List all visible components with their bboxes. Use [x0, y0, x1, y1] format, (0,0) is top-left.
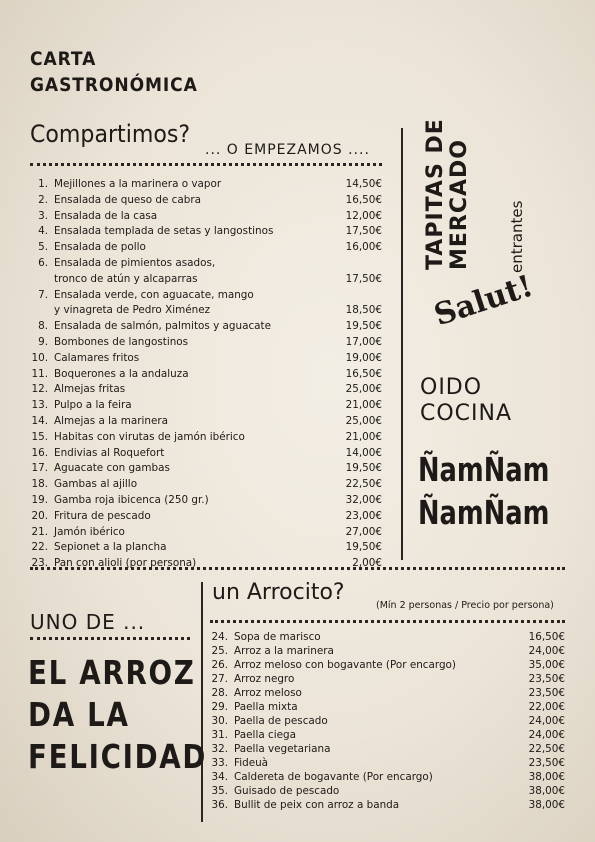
menu-item-price: 32,00€	[345, 493, 382, 506]
menu-item-name: Arroz a la marinera	[234, 645, 334, 657]
menu-item-name: Mejillones a la marinera o vapor	[54, 178, 222, 190]
menu-item-price: 14,50€	[345, 178, 382, 190]
menu-item-name: Fideuà	[234, 757, 269, 769]
menu-item-number: 35.	[211, 785, 228, 797]
compartimos-title: Compartimos?	[30, 120, 191, 148]
oido-line-2: COCINA	[420, 401, 513, 426]
dotted-divider-left	[30, 637, 190, 640]
menu-item-price: 14,00€	[345, 446, 382, 459]
menu-item-number: 12.	[31, 383, 48, 396]
menu-item-number: 11.	[31, 367, 48, 380]
menu-item-price: 24,00€	[528, 645, 565, 657]
menu-item-number: 26.	[211, 659, 228, 671]
menu-item	[30, 335, 382, 351]
menu-item-name: Pulpo a la feira	[54, 399, 132, 412]
menu-item	[30, 351, 382, 367]
menu-item-name: Ensalada verde, con aguacate, mango y vinagreta de Pedro Ximénez	[54, 288, 254, 317]
menu-header	[30, 46, 198, 98]
menu-item-number: 8.	[38, 320, 48, 333]
menu-item-name: Ensalada de la casa	[54, 209, 158, 222]
menu-item-number: 5.	[38, 241, 48, 254]
menu-item-price: 22,50€	[528, 743, 565, 755]
empezamos-subtitle: ... O EMPEZAMOS ....	[205, 142, 370, 158]
menu-item	[30, 493, 382, 509]
menu-item	[30, 509, 382, 525]
menu-item-number: 31.	[211, 729, 228, 741]
menu-item-number: 20.	[31, 509, 48, 522]
dotted-divider-top	[30, 163, 382, 166]
menu-item-price: 19,50€	[345, 320, 382, 333]
menu-item-price: 24,00€	[528, 729, 565, 741]
menu-item-number: 28.	[211, 687, 228, 699]
menu-item-number: 18.	[31, 478, 48, 491]
menu-item	[30, 256, 382, 288]
menu-item-price: 23,50€	[528, 687, 565, 699]
oido-cocina	[420, 375, 512, 427]
menu-item-price: 25,00€	[345, 414, 382, 427]
menu-item-number: 27.	[211, 673, 228, 685]
menu-item-name: Boquerones a la andaluza	[54, 367, 189, 380]
menu-item-price: 23,00€	[345, 509, 382, 522]
tapitas-line-2: MERCADO	[447, 139, 472, 270]
oido-line-1: OIDO	[420, 375, 483, 400]
menu-item-price: 38,00€	[528, 785, 565, 797]
menu-item-price: 2,00€	[352, 557, 382, 570]
arroz-felicidad-text	[28, 652, 207, 778]
menu-item-number: 17.	[31, 462, 48, 475]
tapitas-heading	[423, 118, 472, 270]
menu-item-number: 15.	[31, 430, 48, 443]
menu-item-price: 16,50€	[345, 367, 382, 380]
menu-item-number: 30.	[211, 715, 228, 727]
menu-item-name: Arroz meloso	[234, 687, 302, 699]
menu-item-name: Arroz meloso con bogavante (Por encargo)	[234, 659, 456, 671]
menu-item	[30, 430, 382, 446]
menu-item	[210, 798, 565, 812]
menu-item-number: 21.	[31, 525, 48, 538]
menu-item-number: 29.	[211, 701, 228, 713]
menu-item-number: 3.	[38, 209, 48, 222]
menu-item-name: Ensalada de queso de cabra	[54, 193, 201, 206]
menu-item	[30, 461, 382, 477]
menu-item-name: Caldereta de bogavante (Por encargo)	[234, 771, 433, 783]
menu-item-name: Habitas con virutas de jamón ibérico	[54, 430, 245, 443]
menu-item-number: 33.	[211, 757, 228, 769]
header-line-2: GASTRONÓMICA	[30, 74, 198, 96]
menu-item-number: 7.	[38, 288, 48, 301]
menu-item-name: Pan con alioli (por persona)	[54, 557, 197, 570]
menu-item	[210, 672, 565, 686]
menu-item	[30, 414, 382, 430]
entrantes-label: entrantes	[508, 200, 526, 273]
menu-item-price: 16,50€	[528, 631, 565, 643]
menu-item-name: Paella de pescado	[234, 715, 328, 727]
menu-item-price: 23,50€	[528, 673, 565, 685]
menu-item-name: Aguacate con gambas	[54, 462, 170, 475]
menu-item-number: 2.	[38, 193, 48, 206]
menu-item-price: 38,00€	[528, 799, 565, 811]
menu-item-number: 13.	[31, 399, 48, 412]
menu-item-number: 1.	[38, 178, 48, 190]
menu-item	[210, 728, 565, 742]
dotted-divider-rice	[210, 620, 565, 623]
menu-item-price: 16,00€	[345, 241, 382, 254]
menu-item-name: Arroz negro	[234, 673, 295, 685]
menu-item-name: Jamón ibérico	[54, 525, 125, 538]
menu-item	[30, 193, 382, 209]
arrocito-note: (Mín 2 personas / Precio por persona)	[376, 600, 554, 611]
menu-item-name: Calamares fritos	[54, 351, 140, 364]
menu-item-name: Guisado de pescado	[234, 785, 340, 797]
menu-item-name: Gambas al ajillo	[54, 478, 138, 491]
menu-item-name: Sopa de marisco	[234, 631, 321, 643]
menu-item-number: 4.	[38, 225, 48, 238]
tapitas-line-1: TAPITAS DE	[423, 118, 448, 270]
menu-item-number: 23.	[31, 557, 48, 570]
menu-item-price: 17,50€	[345, 225, 382, 238]
menu-item	[210, 742, 565, 756]
menu-item	[30, 209, 382, 225]
menu-item	[30, 540, 382, 556]
menu-item-name: Ensalada de salmón, palmitos y aguacate	[54, 320, 272, 333]
menu-item-number: 6.	[38, 256, 48, 269]
menu-item	[210, 714, 565, 728]
menu-item-price: 25,00€	[345, 383, 382, 396]
menu-item-price: 18,50€	[345, 304, 382, 317]
header-line-1: CARTA	[30, 48, 97, 70]
nam-nam-text	[418, 448, 549, 534]
menu-item	[30, 525, 382, 541]
menu-item-name: Ensalada de pollo	[54, 241, 146, 254]
menu-item-number: 14.	[31, 414, 48, 427]
arrocito-title: un Arrocito?	[212, 580, 345, 605]
salut-text: Salut!	[430, 268, 538, 334]
menu-item	[30, 319, 382, 335]
menu-item-number: 16.	[31, 446, 48, 459]
menu-item-name: Paella vegetariana	[234, 743, 331, 755]
menu-item-price: 19,50€	[345, 462, 382, 475]
menu-item-number: 24.	[211, 631, 228, 643]
menu-item-number: 9.	[38, 335, 48, 348]
menu-item-price: 16,50€	[345, 193, 382, 206]
menu-item-name: Sepionet a la plancha	[54, 541, 167, 554]
rice-list	[210, 630, 565, 812]
menu-item-price: 35,00€	[528, 659, 565, 671]
menu-item	[30, 446, 382, 462]
menu-item	[30, 224, 382, 240]
menu-item-name: Paella mixta	[234, 701, 298, 713]
menu-item-price: 21,00€	[345, 399, 382, 412]
entrantes-label-wrap	[508, 185, 528, 275]
uno-de-text: UNO DE ...	[30, 610, 146, 634]
menu-item	[30, 288, 382, 320]
menu-item	[30, 367, 382, 383]
menu-item	[30, 477, 382, 493]
menu-item-price: 17,50€	[345, 272, 382, 285]
menu-item-price: 23,50€	[528, 757, 565, 769]
arroz-line-2: DA LA	[28, 695, 130, 734]
menu-item-name: Fritura de pescado	[54, 509, 151, 522]
menu-item	[210, 770, 565, 784]
menu-item-price: 19,00€	[345, 351, 382, 364]
menu-item-name: Bullit de peix con arroz a banda	[234, 799, 400, 811]
menu-item	[210, 756, 565, 770]
menu-item	[30, 240, 382, 256]
menu-item-price: 21,00€	[345, 430, 382, 443]
nam-line-1: ÑamÑam	[418, 450, 550, 489]
menu-item-price: 27,00€	[345, 525, 382, 538]
menu-item-price: 19,50€	[345, 541, 382, 554]
menu-item-price: 38,00€	[528, 771, 565, 783]
menu-item-name: Ensalada templada de setas y langostinos	[54, 225, 274, 238]
menu-item-name: Bombones de langostinos	[54, 335, 189, 348]
arroz-line-1: EL ARROZ	[28, 653, 196, 692]
menu-item-name: Almejas a la marinera	[54, 414, 168, 427]
menu-item-price: 22,00€	[528, 701, 565, 713]
dotted-divider-middle	[30, 567, 565, 570]
menu-item	[210, 644, 565, 658]
menu-item-number: 19.	[31, 493, 48, 506]
menu-item-name: Almejas fritas	[54, 383, 126, 396]
starters-list	[30, 177, 382, 572]
menu-item	[30, 382, 382, 398]
menu-item-name: Endivias al Roquefort	[54, 446, 165, 459]
menu-item-price: 17,00€	[345, 335, 382, 348]
menu-item-number: 25.	[211, 645, 228, 657]
menu-item	[210, 784, 565, 798]
menu-item-number: 32.	[211, 743, 228, 755]
menu-item-name: Paella ciega	[234, 729, 296, 741]
arroz-line-3: FELICIDAD	[28, 737, 208, 776]
menu-item-number: 22.	[31, 541, 48, 554]
menu-item-number: 36.	[211, 799, 228, 811]
menu-item	[30, 177, 382, 193]
menu-item	[30, 398, 382, 414]
menu-item-price: 12,00€	[345, 209, 382, 222]
menu-item	[210, 658, 565, 672]
menu-item-price: 22,50€	[345, 478, 382, 491]
vertical-divider-right	[401, 128, 403, 560]
menu-item-price: 24,00€	[528, 715, 565, 727]
menu-item	[210, 686, 565, 700]
menu-item	[210, 700, 565, 714]
menu-item-name: Gamba roja ibicenca (250 gr.)	[54, 493, 209, 506]
menu-item-name: Ensalada de pimientos asados, tronco de atún y alcaparras	[54, 256, 216, 285]
menu-item-number: 10.	[31, 351, 48, 364]
menu-item-number: 34.	[211, 771, 228, 783]
nam-line-2: ÑamÑam	[418, 493, 550, 532]
menu-item	[210, 630, 565, 644]
